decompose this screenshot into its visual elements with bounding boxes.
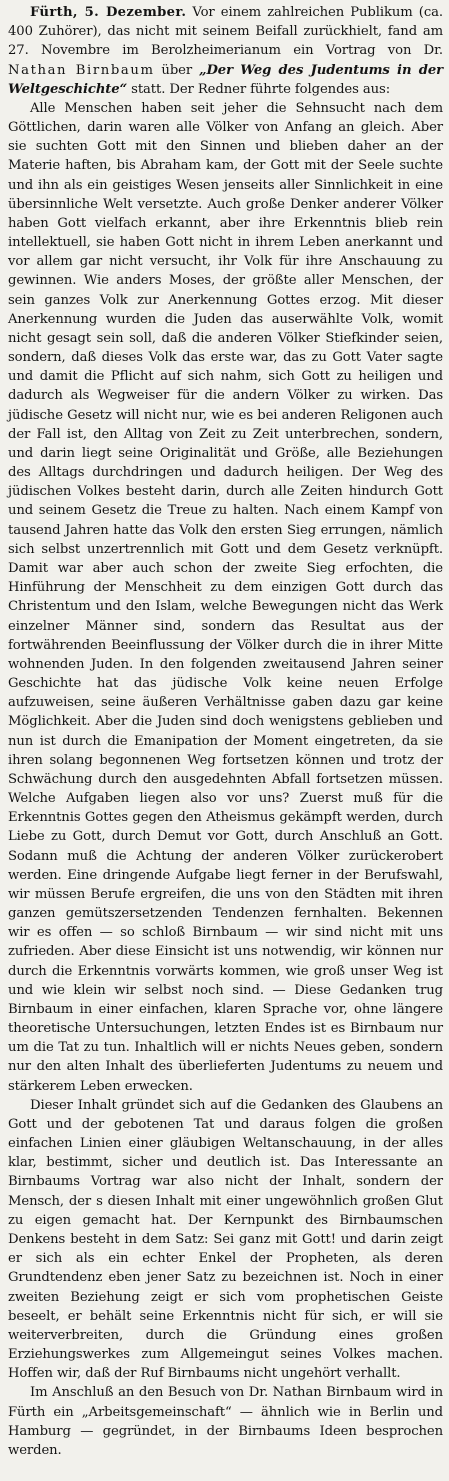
intro-text-a: Vor einem zahlreichen Publikum (ca. 400 Zuhörer), das nicht mit seinem Beifall zurückhielt, fand am 27. Novembre im Berolzheimerianum ein Vortrag von Dr. [8, 5, 443, 59]
news-article [8, 3, 443, 1460]
article-paragraph-3: Im Anschluß an den Besuch von Dr. Nathan Birnbaum wird in Fürth ein „Arbeitsgemeinschaft“ — ähnlich wie in Berlin und Hamburg — gegründet, in der Birnbaums Ideen besprochen werden. [8, 1385, 443, 1458]
intro-text-b: über [154, 62, 199, 78]
speaker-name: Nathan Birnbaum [8, 62, 155, 78]
dateline: Fürth, 5. Dezember. [30, 5, 187, 20]
article-paragraph-2: Dieser Inhalt gründet sich auf die Gedanken des Glaubens an Gott und der gebotenen Tat und daraus folgen die großen einfachen Linien einer gläubigen Weltanschauung, in der alles klar, bestimmt, sicher und deutlich ist. Das Interessante an Birnbaums Vortrag war also nicht der Inhalt, sondern der Mensch, der s diesen Inhalt mit einer ungewöhnlich großen Glut zu eigen gemacht hat. Der Kernpunkt des Birnbaumschen Denkens besteht in dem Satz: Sei ganz mit Gott! und darin zeigt er sich als ein echter Enkel der Propheten, als deren Grundtendenz eben jener Satz zu bezeichnen ist. Noch in einer zweiten Beziehung zeigt er sich vom prophetischen Geiste beseelt, er behält seine Erkenntnis nicht für sich, er will sie weiterverbreiten, durch die Gründung eines großen Erziehungswerkes zum Allgemeingut seines Volkes machen. Hoffen wir, daß der Ruf Birnbaums nicht ungehört verhallt. [8, 1097, 443, 1382]
article-intro [8, 3, 443, 99]
article-paragraph-1: Alle Menschen haben seit jeher die Sehnsucht nach dem Göttlichen, darin waren alle Völker von Anfang an gleich. Aber sie suchten Gott mit den Sinnen und blieben daher an der Materie haften, bis Abraham kam, der Gott mit der Seele suchte und ihn als ein geistiges Wesen jenseits aller Sinnlichkeit in eine übersinnliche Welt versetzte. Auch große Denker anderer Völker haben Gott vielfach erkannt, aber ihre Erkenntnis blieb rein intellektuell, sie haben Gott nicht in ihrem Leben anerkannt und vor allem gar nicht versucht, ihr Volk für ihre Anschauung zu gewinnen. Wie anders Moses, der größte aller Menschen, der sein ganzes Volk zur Anerkennung Gottes erzog. Mit dieser Anerkennung wurden die Juden das auserwählte Volk, womit nicht gesagt sein soll, daß die anderen Völker Stiefkinder seien, sondern, daß dieses Volk das erste war, das zu Gott Vater sagte und damit die Pflicht auf sich nahm, sich Gott zu heiligen und dadurch als Wegweiser für die andern Völker zu wirken. Das jüdische Gesetz will nicht nur, wie es bei anderen Religonen auch der Fall ist, den Alltag von Zeit zu Zeit unterbrechen, sondern, und darin liegt seine Originalität und Größe, alle Beziehungen des Alltags durchdringen und dadurch heiligen. Der Weg des jüdischen Volkes besteht darin, durch alle Zeiten hindurch Gott und seinem Gesetz die Treue zu halten. Nach einem Kampf von tausend Jahren hatte das Volk den ersten Sieg errungen, nämlich sich selbst unzertrennlich mit Gott und dem Gesetz verknüpft. Damit war aber auch schon der zweite Sieg erfochten, die Hinführung der Menschheit zu dem einzigen Gott durch das Christentum und den Islam, welche Bewegungen nicht das Werk einzelner Männer sind, sondern das Resultat aus der fortwährenden Beeinflussung der Völker durch die in ihrer Mitte wohnenden Juden. In den folgenden zweitausend Jahren seiner Geschichte hat das jüdische Volk keine neuen Erfolge aufzuweisen, seine äußeren Verhältnisse gaben dazu gar keine Möglichkeit. Aber die Juden sind doch wenigstens geblieben und nun ist durch die Emanipation der Moment eingetreten, da sie ihren solang begonnenen Weg fortsetzen können und trotz der Schwächung durch den ausgedehnten Abfall fortsetzen müssen. Welche Aufgaben liegen also vor uns? Zuerst muß für die Erkenntnis Gottes gegen den Atheismus gekämpft werden, durch Liebe zu Gott, durch Demut vor Gott, durch Anschluß an Gott. Sodann muß die Achtung der anderen Völker zurückerobert werden. Eine dringende Aufgabe liegt ferner in der Berufswahl, wir müssen Berufe ergreifen, die uns von den Städten mit ihren ganzen gemütszersetzenden Tendenzen fernhalten. Bekennen wir es offen — so schloß Birnbaum — wir sind nicht mit uns zufrieden. Aber diese Einsicht ist uns notwendig, wir können nur durch die Erkenntnis vorwärts kommen, wie groß unser Weg ist und wie klein wir selbst noch sind. — Diese Gedanken trug Birnbaum in einer einfachen, klaren Sprache vor, ohne längere theoretische Untersuchungen, letzten Endes ist es Birnbaum nur um die Tat zu tun. Inhaltlich will er nichts Neues geben, sondern nur den alten Inhalt des überlieferten Judentums zu neuem und stärkerem Leben erwecken. [8, 100, 443, 1094]
lecture-title: „Der Weg des Judentums in der Weltgeschichte“ [8, 62, 443, 97]
intro-text-c: statt. Der Redner führte folgendes aus: [127, 81, 391, 97]
